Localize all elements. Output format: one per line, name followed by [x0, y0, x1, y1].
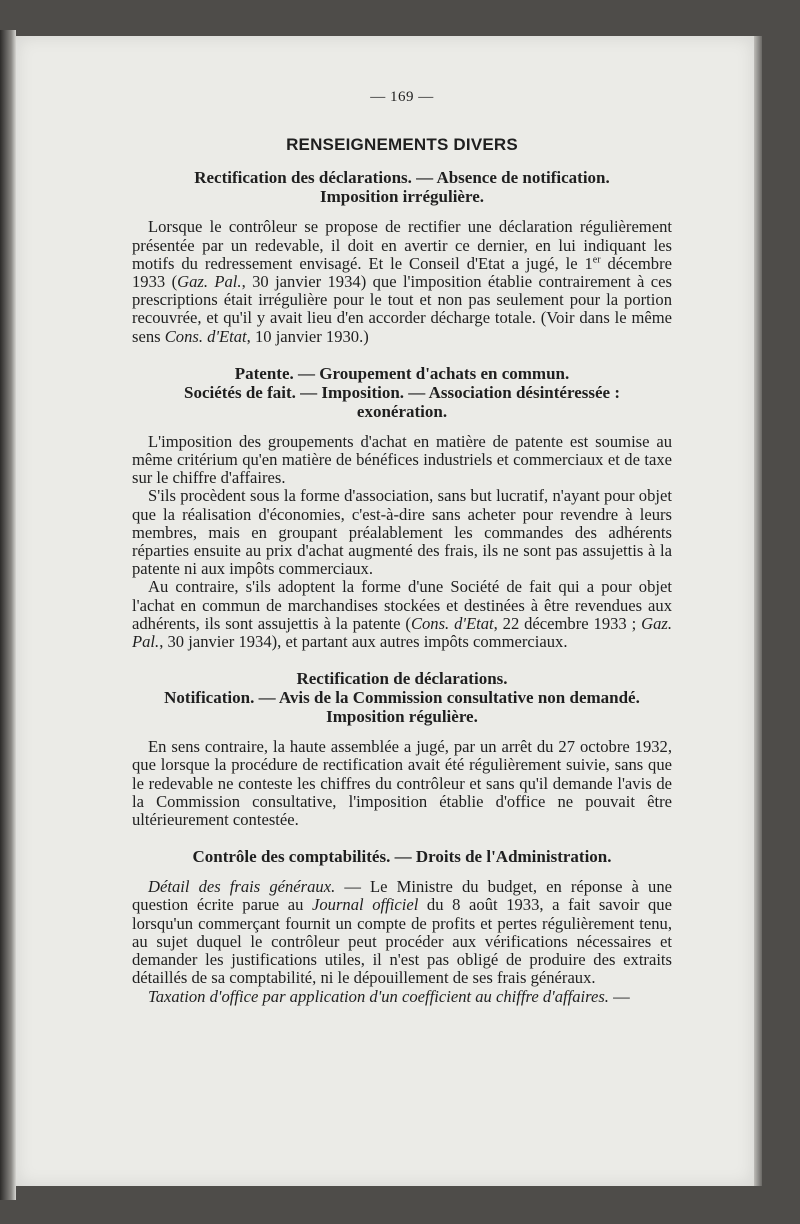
heading-line: Contrôle des comptabilités. — Droits de l'Administration.	[192, 847, 612, 867]
page-content	[132, 88, 672, 1022]
page-edge	[754, 36, 762, 1186]
section-heading	[132, 364, 672, 421]
page-number: — 169 —	[370, 89, 434, 105]
heading-line: Rectification des déclarations. — Absence de notification.	[194, 168, 610, 188]
paragraph: Détail des frais généraux. — Le Ministre du budget, en réponse à une question écrite parue au Journal officiel du 8 août 1933, a fait savoir que lorsqu'un commerçant fournit un compte de profits et pertes régulièrement tenu, au sujet duquel le contrôleur peut procéder aux vérifications nécessaires et demander les justifications utiles, il n'est pas obligé de produire des extraits détaillés de sa comptabilité, ni le dépouillement de ses frais généraux.	[132, 877, 672, 988]
section-controle-comptabilites	[132, 847, 672, 1005]
heading-line: Sociétés de fait. — Imposition. — Association désintéressée :	[184, 382, 620, 402]
paragraph: En sens contraire, la haute assemblée a jugé, par un arrêt du 27 octobre 1932, que lorsque la procédure de rectification avait été régulièrement suivie, sans que le redevable ne conteste les chiffres du contrôleur et sans qu'il demande l'avis de la Commission consultative, l'imposition établie d'office ne pouvait être ultérieurement contestée.	[132, 737, 672, 830]
paragraph: L'imposition des groupements d'achat en matière de patente est soumise au même critérium qu'en matière de bénéfices industriels et commerciaux et de taxe sur le chiffre d'affaires.	[132, 431, 672, 488]
heading-line: Notification. — Avis de la Commission consultative non demandé.	[164, 688, 640, 708]
paragraph: Au contraire, s'ils adoptent la forme d'une Société de fait qui a pour objet l'achat en commun de marchandises stockées et destinées à être revendues aux adhérents, ils sont assujettis à la patente (Cons. d'Etat, 22 décembre 1933 ; Gaz. Pal., 30 janvier 1934), et partant aux autres impôts commerciaux.	[132, 577, 672, 652]
section-patente	[132, 364, 672, 651]
paragraph: Taxation d'office par application d'un coefficient au chiffre d'affaires. —	[148, 986, 630, 1006]
heading-line: Patente. — Groupement d'achats en commun.	[234, 363, 570, 383]
heading-line: Imposition régulière.	[326, 707, 478, 727]
main-title: RENSEIGNEMENTS DIVERS	[286, 135, 518, 155]
section-heading	[132, 168, 672, 206]
heading-line: Rectification de déclarations.	[296, 669, 508, 689]
heading-line: Imposition irrégulière.	[320, 187, 484, 207]
section-heading	[132, 669, 672, 726]
paragraph: S'ils procèdent sous la forme d'association, sans but lucratif, n'ayant pour objet que la réalisation d'économies, c'est-à-dire sans acheter pour revendre à leurs membres, mais en groupant préalablement les commandes des adhérents réparties ensuite au prix d'achat augmenté des frais, ils ne sont pas assujettis à la patente ni aux impôts commerciaux.	[132, 486, 672, 579]
heading-line: exonération.	[356, 401, 448, 421]
section-heading	[132, 847, 672, 866]
book-spine	[0, 30, 16, 1200]
section-rectification-absence	[132, 168, 672, 345]
section-rectification-notification	[132, 669, 672, 829]
paragraph: Lorsque le contrôleur se propose de rectifier une déclaration régulièrement présentée par un redevable, il doit en avertir ce dernier, en lui indiquant les motifs du redressement envisagé. Et le Conseil d'Etat a jugé, le 1er décembre 1933 (Gaz. Pal., 30 janvier 1934) que l'imposition établie contrairement à ces prescriptions était irrégulière pour le tout et non pas seulement pour la portion recouvrée, et qu'il y avait lieu d'en accorder décharge totale. (Voir dans le même sens Cons. d'Etat, 10 janvier 1930.)	[132, 217, 672, 346]
